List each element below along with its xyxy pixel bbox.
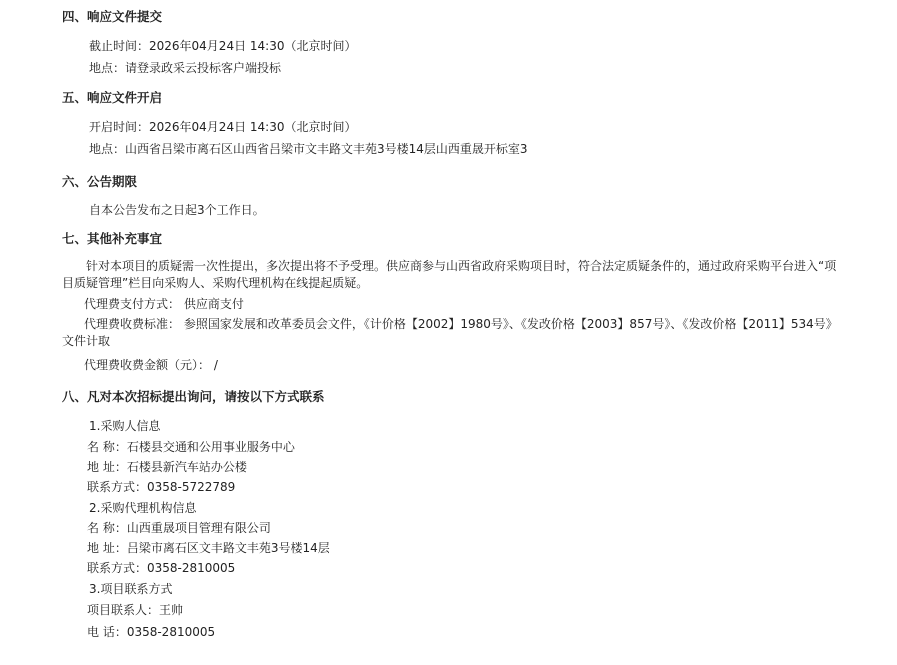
submission-deadline: 截止时间：2026年04月24日 14:30（北京时间） bbox=[89, 39, 357, 53]
opening-time: 开启时间：2026年04月24日 14:30（北京时间） bbox=[89, 120, 357, 134]
agency-name: 名 称：山西重晟项目管理有限公司 bbox=[87, 521, 271, 535]
contact-person: 项目联系人：王帅 bbox=[87, 603, 184, 617]
notice-period: 自本公告发布之日起3个工作日。 bbox=[89, 203, 265, 217]
section-4-heading: 四、响应文件提交 bbox=[62, 9, 163, 24]
contact-phone: 电 话：0358-2810005 bbox=[87, 625, 216, 639]
submission-location: 地点：请登录政采云投标客户端投标 bbox=[89, 61, 282, 75]
purchaser-title: 1.采购人信息 bbox=[89, 419, 161, 433]
opening-location: 地点：山西省吕梁市离石区山西省吕梁市文丰路文丰苑3号楼14层山西重晟开标室3 bbox=[89, 142, 528, 156]
agency-address: 地 址：吕梁市离石区文丰路文丰苑3号楼14层 bbox=[87, 541, 330, 555]
agency-fee-amount: 代理费收费金额（元）： / bbox=[84, 358, 218, 372]
supplementary-paragraph: 针对本项目的质疑需一次性提出，多次提出将不予受理。供应商参与山西省政府采购项目时，符合法定质疑条件的，通过政府采购平台进入“项目质疑管理”栏目向采购人、采购代理机构在线提起质疑。 bbox=[62, 259, 837, 290]
agency-title: 2.采购代理机构信息 bbox=[89, 501, 197, 515]
contact-title: 3.项目联系方式 bbox=[89, 582, 173, 596]
agency-fee-method: 代理费支付方式： 供应商支付 bbox=[84, 297, 244, 311]
section-8-heading: 八、凡对本次招标提出询问，请按以下方式联系 bbox=[62, 389, 325, 404]
agency-fee-standard: 代理费收费标准： 参照国家发展和改革委员会文件，《计价格【2002】1980号》、《发改价格【2003】857号》、《发改价格【2011】534号》文件计取 bbox=[62, 317, 838, 348]
purchaser-phone: 联系方式：0358-5722789 bbox=[87, 480, 236, 494]
section-7-heading: 七、其他补充事宜 bbox=[62, 231, 163, 246]
agency-phone: 联系方式：0358-2810005 bbox=[87, 561, 236, 575]
section-6-heading: 六、公告期限 bbox=[62, 174, 138, 189]
purchaser-name: 名 称：石楼县交通和公用事业服务中心 bbox=[87, 440, 295, 454]
purchaser-address: 地 址：石楼县新汽车站办公楼 bbox=[87, 460, 247, 474]
section-5-heading: 五、响应文件开启 bbox=[62, 90, 163, 105]
